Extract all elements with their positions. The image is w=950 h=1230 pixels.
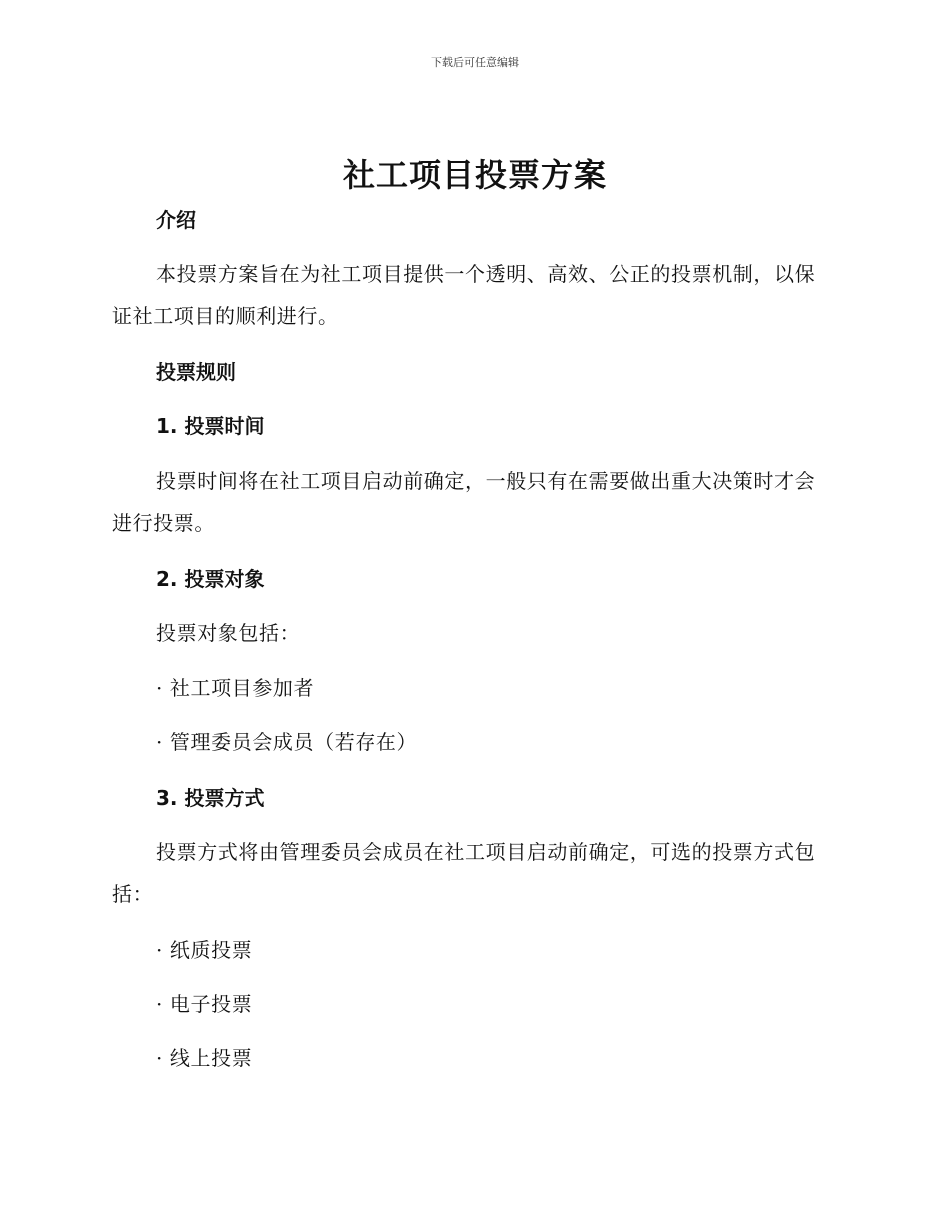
method-list-item: · 线上投票 xyxy=(156,1046,253,1070)
header-note: 下载后可任意编辑 xyxy=(431,56,519,69)
time-paragraph: 投票时间将在社工项目启动前确定，一般只有在需要做出重大决策时才会进行投票。 xyxy=(112,469,816,535)
method-heading: 3. 投票方式 xyxy=(156,786,265,810)
target-paragraph: 投票对象包括： xyxy=(156,621,301,645)
intro-heading: 介绍 xyxy=(156,208,196,232)
method-list-item: · 纸质投票 xyxy=(156,938,253,962)
rules-heading: 投票规则 xyxy=(156,360,236,384)
time-heading: 1. 投票时间 xyxy=(156,414,265,438)
document-title: 社工项目投票方案 xyxy=(342,156,607,194)
target-list-item: · 社工项目参加者 xyxy=(156,676,315,700)
target-list-item: · 管理委员会成员（若存在） xyxy=(156,730,418,754)
method-list-item: · 电子投票 xyxy=(156,992,253,1016)
method-paragraph: 投票方式将由管理委员会成员在社工项目启动前确定，可选的投票方式包括： xyxy=(112,840,816,906)
target-heading: 2. 投票对象 xyxy=(156,567,265,591)
intro-paragraph: 本投票方案旨在为社工项目提供一个透明、高效、公正的投票机制，以保证社工项目的顺利进行。 xyxy=(112,262,816,328)
